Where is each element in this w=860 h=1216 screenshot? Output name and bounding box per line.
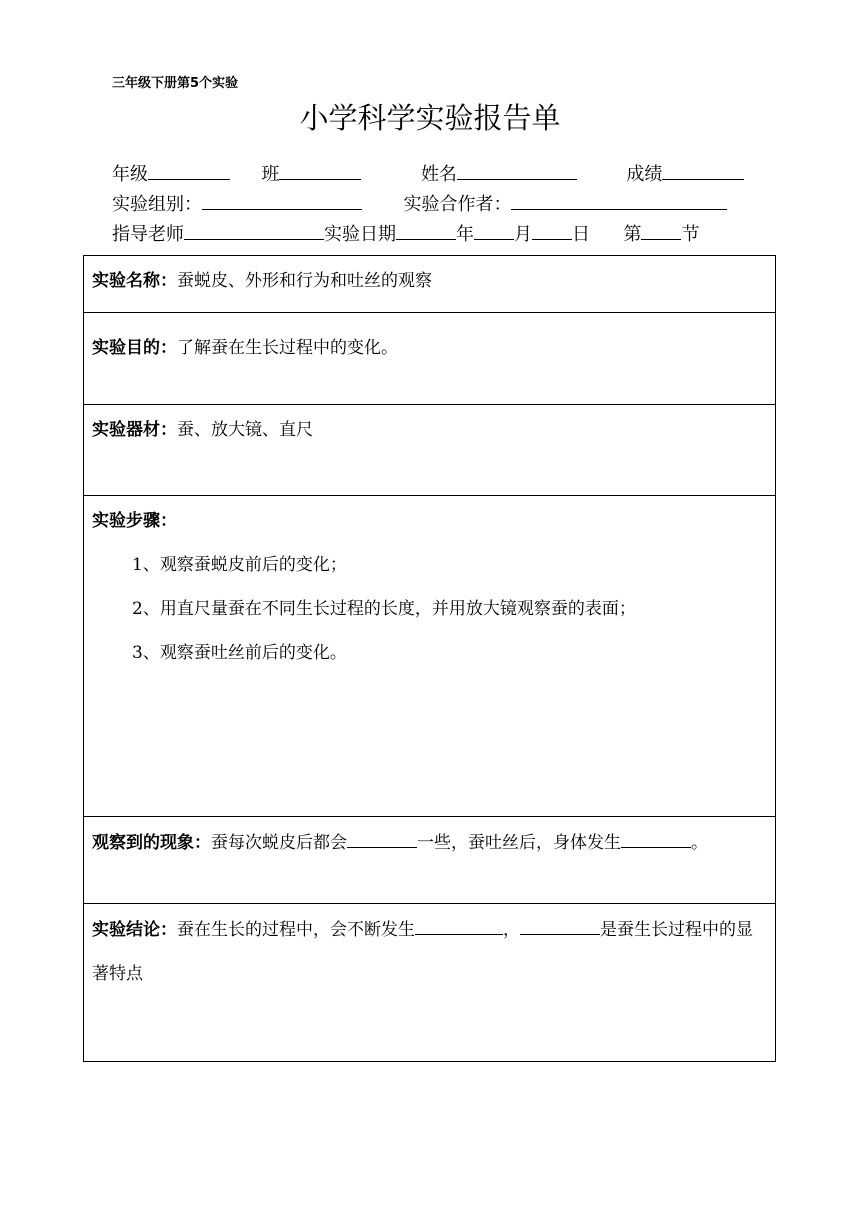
section-purpose-label: 实验目的： [92,338,177,358]
grade-label: 年级 [112,164,148,185]
observation-blank-2[interactable] [621,829,691,848]
partner-blank[interactable] [511,191,727,210]
observation-text-a: 蚕每次蜕皮后都会 [211,833,347,853]
step-item-3: 3、观察蚕吐丝前后的变化。 [132,643,347,663]
class-blank[interactable] [279,161,361,180]
section-materials-text: 蚕、放大镜、直尺 [177,420,313,440]
teacher-label: 指导老师 [112,224,184,245]
group-label: 实验组别： [112,194,202,215]
partner-label: 实验合作者： [403,194,512,215]
document-subtitle: 三年级下册第5个实验 [112,76,239,91]
info-line-3 [112,220,699,246]
info-line-1 [112,160,744,186]
section-steps-label: 实验步骤： [92,511,177,531]
score-blank[interactable] [662,161,744,180]
year-label: 年 [456,224,474,245]
observation-text-b: 一些，蚕吐丝后，身体发生 [417,833,621,853]
section-observation [84,817,775,904]
conclusion-blank-1[interactable] [415,916,503,935]
period-prefix: 第 [623,224,642,245]
group-blank[interactable] [202,191,362,210]
day-label: 日 [572,224,590,245]
month-blank[interactable] [474,221,514,240]
observation-text-c: 。 [691,833,708,853]
report-table [83,255,776,1062]
step-item-1: 1、观察蚕蜕皮前后的变化； [132,555,347,575]
conclusion-text-c: 是蚕生长过程中的显著特点 [92,920,753,984]
section-observation-label: 观察到的现象： [92,833,211,853]
name-label: 姓名 [420,164,457,185]
section-steps [84,496,775,817]
teacher-blank[interactable] [184,221,324,240]
year-blank[interactable] [396,221,456,240]
date-label: 实验日期 [324,224,396,245]
section-conclusion [84,904,775,1061]
section-materials [84,405,775,496]
section-name [84,256,775,313]
grade-blank[interactable] [148,161,230,180]
info-line-2 [112,190,727,216]
section-purpose [84,313,775,405]
section-conclusion-label: 实验结论： [92,920,177,940]
class-label: 班 [261,164,280,185]
conclusion-text-b: ， [503,920,520,940]
period-label: 节 [681,224,700,245]
observation-blank-1[interactable] [347,829,417,848]
name-blank[interactable] [457,161,577,180]
step-item-2: 2、用直尺量蚕在不同生长过程的长度，并用放大镜观察蚕的表面； [132,599,636,619]
document-title: 小学科学实验报告单 [299,101,561,135]
section-materials-label: 实验器材： [92,420,177,440]
section-name-text: 蚕蜕皮、外形和行为和吐丝的观察 [177,271,432,291]
conclusion-blank-2[interactable] [520,916,600,935]
day-blank[interactable] [532,221,572,240]
section-purpose-text: 了解蚕在生长过程中的变化。 [177,338,398,358]
month-label: 月 [514,224,532,245]
conclusion-text-a: 蚕在生长的过程中，会不断发生 [177,920,415,940]
score-label: 成绩 [626,164,663,185]
period-blank[interactable] [641,221,681,240]
section-name-label: 实验名称： [92,271,177,291]
